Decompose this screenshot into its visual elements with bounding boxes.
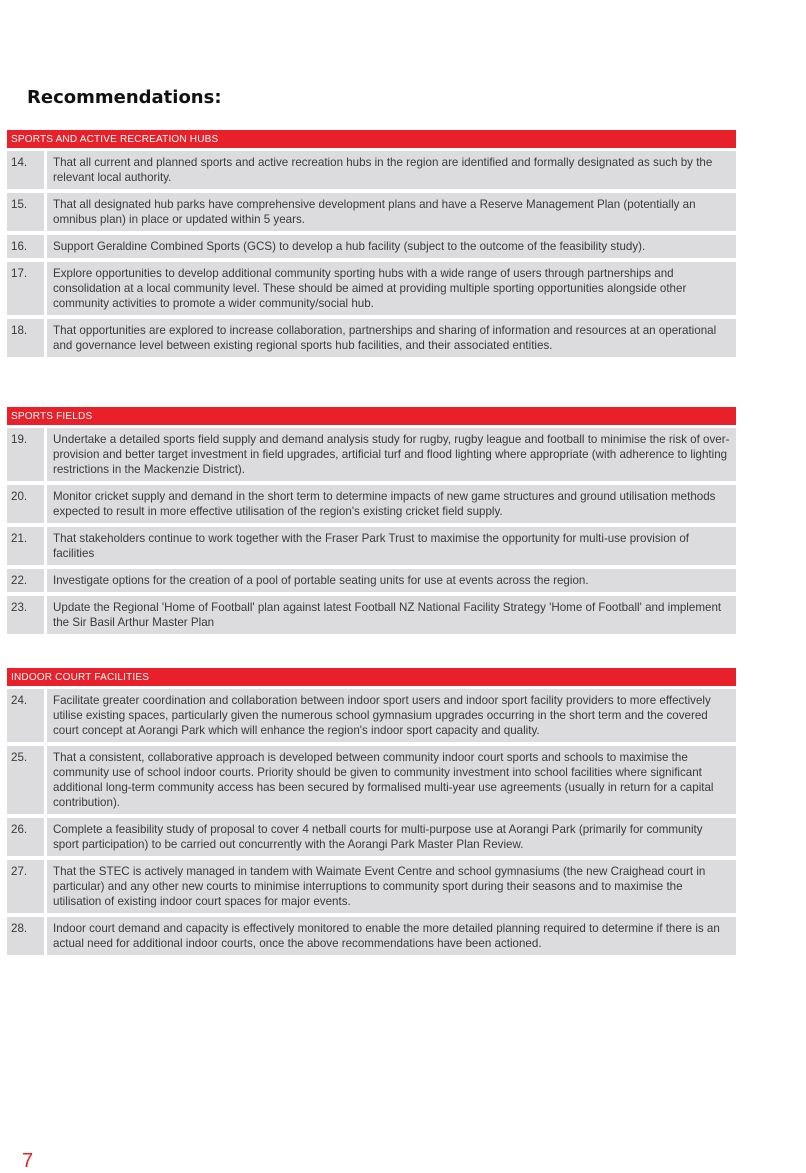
recommendation-number: 15. [7,193,44,231]
section-hubs [7,130,736,357]
recommendation-text: Complete a feasibility study of proposal to cover 4 netball courts for multi-purpose use at Aorangi Park (primarily for community sport participation) to be carried out concurrently with the Aorangi Park Master Plan Review. [47,818,736,856]
section-sports-fields [7,407,736,634]
recommendation-number: 28. [7,917,44,955]
recommendation-text: Facilitate greater coordination and collaboration between indoor sport users and indoor sport facility providers to more effectively utilise existing spaces, particularly given the numerous school gymnasium upgrades occurring in the short term and the covered court concept at Aorangi Park which will enhance the region's indoor sport capacity and quality. [47,689,736,742]
recommendation-text: Support Geraldine Combined Sports (GCS) to develop a hub facility (subject to the outcome of the feasibility study). [47,235,736,258]
recommendation-row [7,428,736,481]
recommendation-row [7,262,736,315]
recommendation-number: 22. [7,569,44,592]
recommendation-text: Undertake a detailed sports field supply and demand analysis study for rugby, rugby league and football to minimise the risk of over-provision and better target investment in field upgrades, artificial turf and flood lighting where appropriate (with adherence to lighting restrictions in the Mackenzie District). [47,428,736,481]
recommendation-text: That the STEC is actively managed in tandem with Waimate Event Centre and school gymnasiums (the new Craighead court in particular) and any other new courts to minimise interruptions to community sport during their seasons and to maximise the utilisation of existing indoor court spaces for major events. [47,860,736,913]
recommendation-number: 26. [7,818,44,856]
recommendation-row [7,569,736,592]
recommendation-row [7,527,736,565]
recommendation-row [7,193,736,231]
recommendation-text: Explore opportunities to develop additional community sporting hubs with a wide range of users through partnerships and consolidation at a local community level. These should be aimed at providing multiple sporting opportunities alongside other community activities to promote a wider community/social hub. [47,262,736,315]
recommendation-number: 17. [7,262,44,315]
recommendation-number: 23. [7,596,44,634]
recommendation-row [7,151,736,189]
recommendation-text: That all current and planned sports and active recreation hubs in the region are identified and formally designated as such by the relevant local authority. [47,151,736,189]
recommendation-row [7,917,736,955]
recommendation-row [7,689,736,742]
recommendation-number: 19. [7,428,44,481]
recommendation-row [7,235,736,258]
recommendation-text: Investigate options for the creation of a pool of portable seating units for use at events across the region. [47,569,736,592]
recommendation-row [7,860,736,913]
recommendation-row [7,746,736,814]
recommendation-number: 27. [7,860,44,913]
recommendation-number: 14. [7,151,44,189]
section-indoor-courts [7,668,736,955]
recommendation-text: That opportunities are explored to increase collaboration, partnerships and sharing of information and resources at an operational and governance level between existing regional sports hub facilities, and their associated entities. [47,319,736,357]
page-number: 7 [22,1150,34,1172]
recommendation-number: 24. [7,689,44,742]
recommendation-text: That stakeholders continue to work together with the Fraser Park Trust to maximise the opportunity for multi-use provision of facilities [47,527,736,565]
recommendation-text: Indoor court demand and capacity is effectively monitored to enable the more detailed planning required to determine if there is an actual need for additional indoor courts, once the above recommendations have been actioned. [47,917,736,955]
recommendation-row [7,485,736,523]
section-header: SPORTS FIELDS [7,407,736,425]
recommendation-text: That all designated hub parks have comprehensive development plans and have a Reserve Management Plan (potentially an omnibus plan) in place or updated within 5 years. [47,193,736,231]
recommendation-number: 21. [7,527,44,565]
recommendation-row [7,319,736,357]
section-header: INDOOR COURT FACILITIES [7,668,736,686]
recommendation-number: 16. [7,235,44,258]
recommendation-number: 25. [7,746,44,814]
recommendation-number: 18. [7,319,44,357]
recommendation-row [7,818,736,856]
recommendation-text: That a consistent, collaborative approach is developed between community indoor court sports and schools to maximise the community use of school indoor courts. Priority should be given to community investment into school facilities where significant additional long-term community access has been secured by formalised multi-year use agreements (usually in return for a capital contribution). [47,746,736,814]
page-title: Recommendations: [27,87,222,108]
section-header: SPORTS AND ACTIVE RECREATION HUBS [7,130,736,148]
recommendation-number: 20. [7,485,44,523]
recommendation-row [7,596,736,634]
recommendation-text: Monitor cricket supply and demand in the short term to determine impacts of new game structures and ground utilisation methods expected to result in more effective utilisation of the region's existing cricket field supply. [47,485,736,523]
recommendation-text: Update the Regional 'Home of Football' plan against latest Football NZ National Facility Strategy 'Home of Football' and implement the Sir Basil Arthur Master Plan [47,596,736,634]
